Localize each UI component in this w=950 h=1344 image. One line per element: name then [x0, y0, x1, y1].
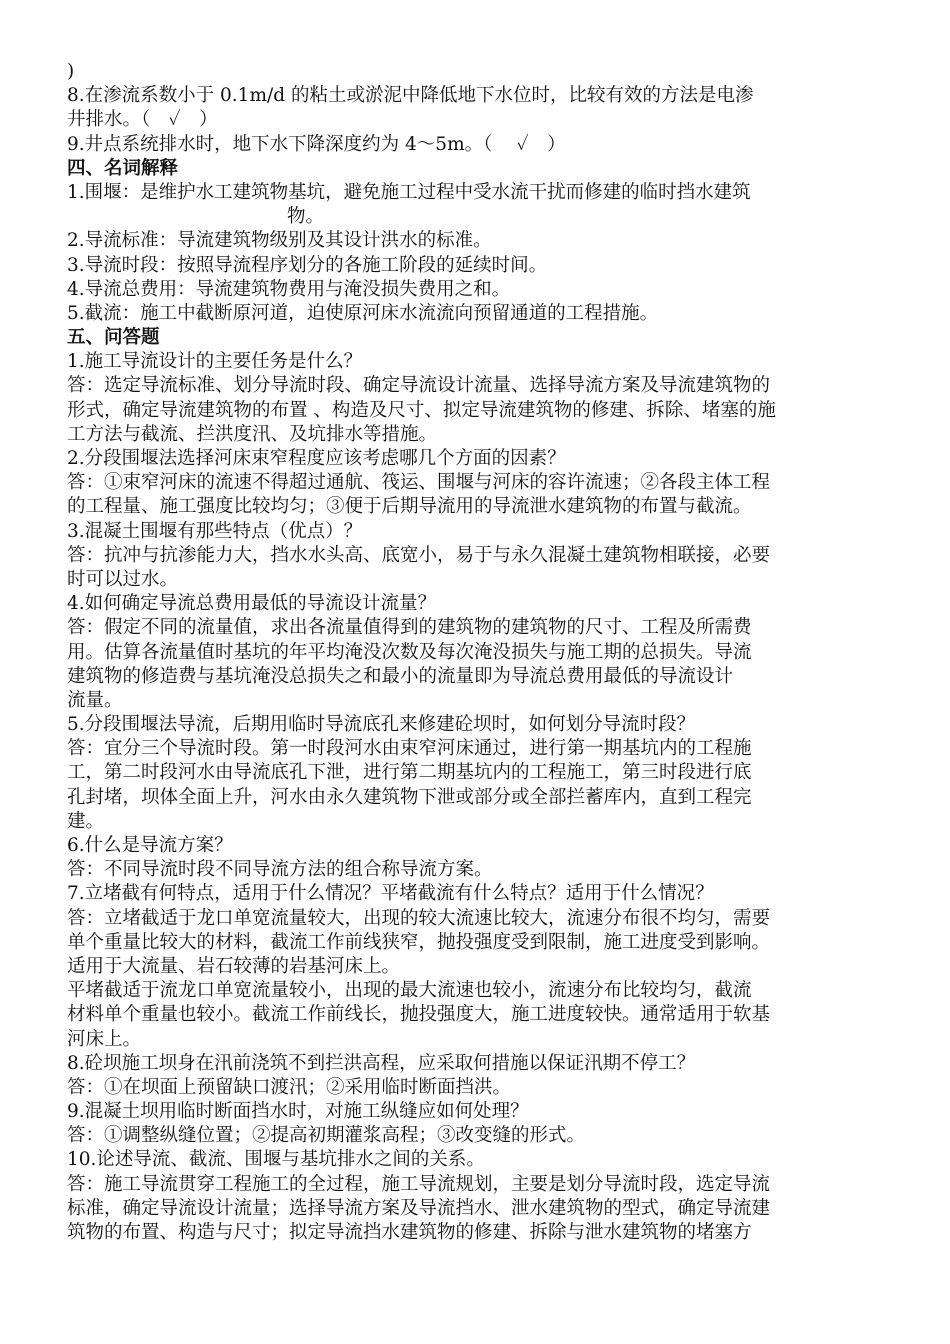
answer-5-line3: 孔封堵，坝体全面上升，河水由永久建筑物下泄或部分或全部拦蓄库内，直到工程完 [67, 786, 752, 808]
closing-paren: ) [67, 61, 75, 82]
term-4: 4.导流总费用：导流建筑物费用与淹没损失费用之和。 [67, 278, 511, 300]
question-1: 1.施工导流设计的主要任务是什么？ [67, 351, 363, 373]
term-1-line2: 物。 [287, 206, 325, 228]
answer-4-line4: 流量。 [67, 689, 123, 711]
answer-4-line1: 答：假定不同的流量值，求出各流量值得到的建筑物的建筑物的尺寸、工程及所需费 [67, 617, 752, 639]
answer-10-line1: 答：施工导流贯穿工程施工的全过程，施工导流规划，主要是划分导流时段，选定导流 [67, 1173, 771, 1195]
question-9: 9.混凝土坝用临时断面挡水时，对施工纵缝应如何处理？ [67, 1101, 529, 1123]
document-page [67, 60, 887, 1245]
answer-5-line2: 工，第二时段河水由导流底孔下泄，进行第二期基坑内的工程施工，第三时段进行底 [67, 762, 752, 784]
answer-7-line2: 单个重量比较大的材料，截流工作前线狭窄，抛投强度受到限制，施工进度受到影响。 [67, 931, 771, 953]
answer-7-line5: 材料单个重量也较小。截流工作前线长，抛投强度大，施工进度较快。通常适用于软基 [67, 1004, 771, 1026]
question-7: 7.立堵截有何特点，适用于什么情况？平堵截流有什么特点？适用于什么情况？ [67, 883, 714, 905]
answer-10-line3: 筑物的布置、构造与尺寸；拟定导流挡水建筑物的修建、拆除与泄水建筑物的堵塞方 [67, 1222, 752, 1243]
answer-1-line3: 工方法与截流、拦洪度汛、及坑排水等措施。 [67, 423, 438, 445]
answer-1-line2: 形式，确定导流建筑物的布置 、构造及尺寸、拟定导流建筑物的修建、拆除、堵塞的施 [67, 399, 776, 421]
answer-10-line2: 标准，确定导流设计流量；选择导流方案及导流挡水、泄水建筑物的型式，确定导流建 [67, 1197, 771, 1219]
question-8: 8.砼坝施工坝身在汛前浇筑不到拦洪高程，应采取何措施以保证汛期不停工？ [67, 1052, 696, 1074]
answer-7-line1: 答：立堵截适于龙口单宽流量较大，出现的较大流速比较大，流速分布很不均匀，需要 [67, 907, 771, 929]
term-5: 5.截流：施工中截断原河道，迫使原河床水流流向预留通道的工程措施。 [67, 302, 659, 324]
answer-4-line3: 建筑物的修造费与基坑淹没总损失之和最小的流量即为导流总费用最低的导流设计 [67, 665, 734, 687]
answer-7-line4: 平堵截适于流龙口单宽流量较小，出现的最大流速也较小，流速分布比较均匀，截流 [67, 980, 752, 1002]
judgement-item-8-line2: 井排水。（ ✓ ） [67, 109, 218, 131]
judgement-item-8-line1: 8.在渗流系数小于 0.1m/d 的粘土或淤泥中降低地下水位时，比较有效的方法是电渗 [67, 85, 754, 107]
question-2: 2.分段围堰法选择河床束窄程度应该考虑哪几个方面的因素？ [67, 448, 566, 469]
answer-7-line6: 河床上。 [67, 1028, 142, 1050]
answer-4-line2: 用。估算各流量值时基坑的年平均淹没次数及每次淹没损失与施工期的总损失。导流 [67, 641, 752, 663]
question-5: 5.分段围堰法导流，后期用临时导流底孔来修建砼坝时，如何划分导流时段？ [67, 714, 696, 736]
question-10: 10.论述导流、截流、围堰与基坑排水之间的关系。 [67, 1149, 485, 1171]
answer-3-line1: 答：抗冲与抗渗能力大，挡水水头高、底宽小，易于与永久混凝土建筑物相联接，必要 [67, 544, 771, 566]
section-5-title: 五、问答题 [67, 327, 160, 349]
term-1-line1: 1.围堰：是维护水工建筑物基坑，避免施工过程中受水流干扰而修建的临时挡水建筑 [67, 181, 751, 203]
question-4: 4.如何确定导流总费用最低的导流设计流量？ [67, 593, 437, 615]
answer-7-line3: 适用于大流量、岩石较薄的岩基河床上。 [67, 955, 401, 977]
section-4-title: 四、名词解释 [67, 157, 179, 179]
answer-6-line1: 答：不同导流时段不同导流方法的组合称导流方案。 [67, 859, 493, 881]
answer-1-line1: 答：选定导流标准、划分导流时段、确定导流设计流量、选择导流方案及导流建筑物的 [67, 375, 771, 397]
term-2: 2.导流标准：导流建筑物级别及其设计洪水的标准。 [67, 230, 492, 252]
answer-9-line1: 答：①调整纵缝位置；②提高初期灌浆高程；③改变缝的形式。 [67, 1125, 586, 1147]
question-3: 3.混凝土围堰有那些特点（优点）？ [67, 520, 363, 542]
answer-5-line4: 建。 [67, 810, 105, 832]
answer-3-line2: 时可以过水。 [67, 568, 179, 590]
answer-8-line1: 答：①在坝面上预留缺口渡汛；②采用临时断面挡洪。 [67, 1076, 512, 1098]
question-6: 6.什么是导流方案？ [67, 835, 233, 856]
judgement-item-9: 9.井点系统排水时，地下水下降深度约为 4～5m。（ ✓ ） [67, 133, 566, 155]
answer-2-line1: 答：①束窄河床的流速不得超过通航、筏运、围堰与河床的容许流速；②各段主体工程 [67, 472, 771, 494]
answer-5-line1: 答：宜分三个导流时段。第一时段河水由束窄河床通过，进行第一期基坑内的工程施 [67, 738, 752, 760]
answer-2-line2: 的工程量、施工强度比较均匀；③便于后期导流用的导流泄水建筑物的布置与截流。 [67, 496, 752, 518]
term-3: 3.导流时段：按照导流程序划分的各施工阶段的延续时间。 [67, 254, 548, 276]
